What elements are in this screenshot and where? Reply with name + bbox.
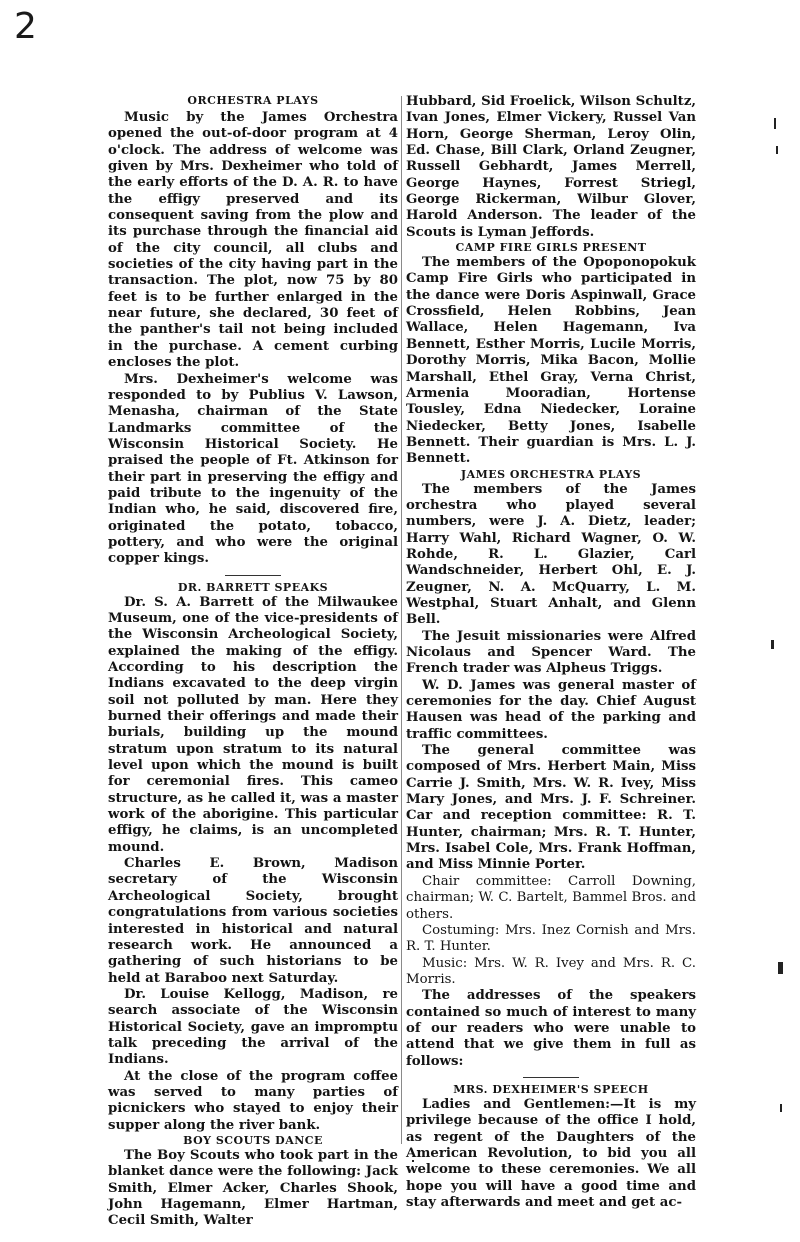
section-rule: [225, 575, 281, 576]
margin-speck: [780, 1104, 782, 1112]
page-number: 2: [14, 6, 37, 47]
column-divider: [401, 96, 402, 1144]
section-heading: DR. BARRETT SPEAKS: [177, 580, 329, 594]
paragraph: Hubbard, Sid Froelick, Wilson Schultz, Ivan Jones, Elmer Vickery, Russel Van Horn, George Sherman, Leroy Olin, Ed. Chase, Bill Clark, Orland Zeugner, Russell Gebhardt, James Merrell, George Haynes, Forrest Striegl, George Rickerman, Wilbur Glover, Harold Anderson. The leader of the Scouts is Lyman Jeffords.: [406, 94, 696, 240]
paragraph: W. D. James was general master of ceremonies for the day. Chief August Hausen was head of the parking and traffic committees.: [406, 677, 696, 742]
section-heading: CAMP FIRE GIRLS PRESENT: [455, 241, 647, 255]
paragraph: The members of the James orchestra who played several numbers, were J. A. Dietz, leader; Harry Wahl, Richard Wagner, O. W. Rohde, R. L. Glazier, Carl Wandschneider, Herbert Ohl, E. J. Zeugner, N. A. McQuarry, L. M. Westphal, Stuart Anhalt, and Glenn Bell.: [406, 481, 696, 628]
paragraph: At the close of the program coffee was served to many parties of picnickers who stayed to enjoy their supper along the river bank.: [108, 1068, 398, 1133]
section-heading: ORCHESTRA PLAYS: [187, 94, 319, 107]
section-heading: BOY SCOUTS DANCE: [183, 1133, 323, 1147]
paragraph: Mrs. Dexheimer's welcome was responded to by Publius V. Lawson, Menasha, chairman of the State Landmarks committee of the Wisconsin Historical Society. He praised the people of Ft. Atkinson for their part in preserving the effigy and paid tribute to the ingenuity of the Indian who, he said, discovered fire, originated the potato, tobacco, pottery, and who were the original copper kings.: [108, 371, 398, 567]
paragraph: Dr. S. A. Barrett of the Milwaukee Museum, one of the vice-presidents of the Wisconsin Archeological Society, explained the making of the effigy. According to his description the Indians excavated to the deep virgin soil not polluted by man. Here they burned their offerings and made their burials, building up the mound stratum upon stratum to its natural level upon which the mound is built for ceremonial fires. This cameo structure, as he called it, was a master work of the aborigine. This particular effigy, he claims, is an uncompleted mound.: [108, 594, 398, 855]
paragraph: Music: Mrs. W. R. Ivey and Mrs. R. C. Morris.: [406, 955, 696, 987]
section-heading: JAMES ORCHESTRA PLAYS: [460, 467, 642, 481]
paragraph: Ladies and Gentlemen:—It is my privilege because of the office I hold, as regent of the Daughters of the American Revolution, to bid you all welcome to these ceremonies. We all hope you will have a good time and stay afterwards and meet and get ac-: [406, 1096, 696, 1210]
paragraph: Costuming: Mrs. Inez Cornish and Mrs. R. T. Hunter.: [406, 922, 696, 955]
paragraph: Charles E. Brown, Madison secretary of the Wisconsin Archeological Society, brought congratulations from various societies interested in historical and natural research work. He announced a gathering of such historians to be held at Baraboo next Saturday.: [108, 856, 398, 986]
left-column: [108, 94, 398, 1230]
paragraph: Chair committee: Carroll Downing, chairman; W. C. Bartelt, Bammel Bros. and others.: [406, 873, 696, 922]
paragraph: The Boy Scouts who took part in the blanket dance were the following: Jack Smith, Elmer Acker, Charles Shook, John Hagemann, Elmer Hartman, Cecil Smith, Walter: [108, 1147, 398, 1229]
paragraph: Dr. Louise Kellogg, Madison, re search associate of the Wisconsin Historical Society, gave an impromptu talk preceding the arrival of the Indians.: [108, 986, 398, 1068]
paragraph: The general committee was composed of Mrs. Herbert Main, Miss Carrie J. Smith, Mrs. W. R. Ivey, Miss Mary Jones, and Mrs. J. F. Schreiner. Car and reception committee: R. T. Hunter, chairman; Mrs. R. T. Hunter, Mrs. Isabel Cole, Mrs. Frank Hoffman, and Miss Minnie Porter.: [406, 743, 696, 873]
right-column: [406, 94, 696, 1211]
margin-speck: [771, 640, 774, 649]
margin-speck: [778, 962, 783, 974]
paragraph: The addresses of the speakers contained so much of interest to many of our readers who were unable to attend that we give them in full as follows:: [406, 988, 696, 1069]
paragraph: Music by the James Orchestra opened the out-of-door program at 4 o'clock. The address of welcome was given by Mrs. Dexheimer who told of the early efforts of the D. A. R. to have the effigy preserved and its consequent saving from the plow and its purchase through the financial aid of the city council, all clubs and societies of the city having part in the transaction. The plot, now 75 by 80 feet is to be further enlarged in the near future, she declared, 30 feet of the panther's tail not being included in the purchase. A cement curbing encloses the plot.: [108, 110, 398, 371]
margin-speck: [776, 146, 778, 154]
section-heading: MRS. DEXHEIMER'S SPEECH: [453, 1082, 649, 1096]
paragraph: The members of the Opoponopokuk Camp Fire Girls who participated in the dance were Doris Aspinwall, Grace Crossfield, Helen Robbins, Jean Wallace, Helen Hagemann, Iva Bennett, Esther Morris, Lucile Morris, Dorothy Morris, Mika Bacon, Mollie Marshall, Ethel Gray, Verna Christ, Armenia Mooradian, Hortense Tousley, Edna Niedecker, Loraine Niedecker, Betty Jones, Isabelle Bennett. Their guardian is Mrs. L. J. Bennett.: [406, 255, 696, 467]
paragraph: The Jesuit missionaries were Alfred Nicolaus and Spencer Ward. The French trader was Alpheus Triggs.: [406, 628, 696, 677]
section-rule: [523, 1077, 579, 1078]
margin-speck: [774, 118, 776, 129]
